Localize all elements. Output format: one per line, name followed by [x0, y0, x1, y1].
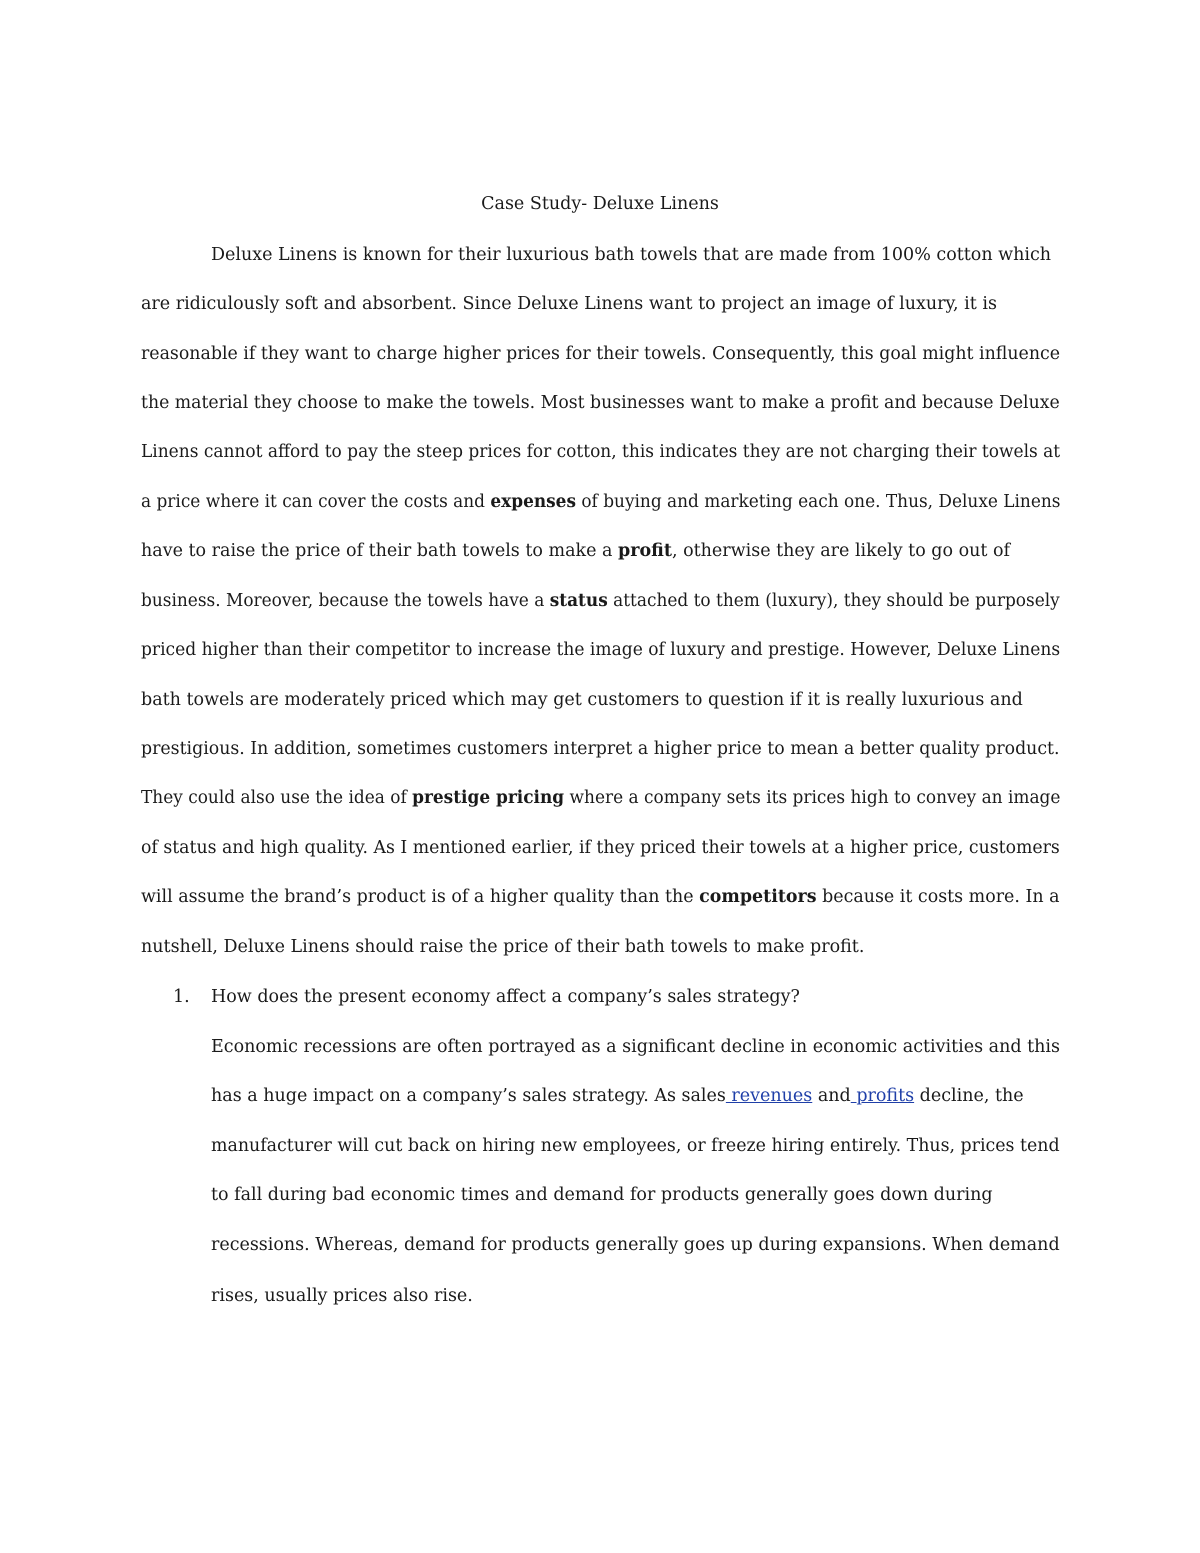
list-question: How does the present economy affect a company’s sales strategy? [211, 987, 800, 1007]
paragraph-line: bath towels are moderately priced which may get customers to question if it is really luxurious and [141, 690, 1023, 710]
paragraph-line: Deluxe Linens is known for their luxurious bath towels that are made from 100% cotton which [211, 245, 1052, 265]
revenues-link[interactable]: revenues [725, 1086, 813, 1106]
text-span: because it costs more. In a [816, 887, 1060, 907]
paragraph-line: prestigious. In addition, sometimes customers interpret a higher price to mean a better quality product. [141, 739, 1060, 759]
text-span: where a company sets its prices high to convey an image [564, 788, 1061, 808]
paragraph-line [141, 585, 1060, 617]
text-span: and [812, 1086, 851, 1106]
bold-term-expenses: expenses [490, 492, 576, 512]
text-span: a price where it can cover the costs and [141, 492, 491, 512]
answer-line [211, 1080, 1024, 1112]
paragraph-line: the material they choose to make the towels. Most businesses want to make a profit and because Deluxe [141, 393, 1060, 413]
paragraph-line [141, 486, 1060, 518]
paragraph-line: priced higher than their competitor to increase the image of luxury and prestige. However, Deluxe Linens [141, 640, 1061, 660]
answer-line: recessions. Whereas, demand for products generally goes up during expansions. When demand [211, 1235, 1060, 1255]
paragraph-line: of status and high quality. As I mentioned earlier, if they priced their towels at a higher price, customers [141, 838, 1060, 858]
paragraph-line: Linens cannot afford to pay the steep prices for cotton, this indicates they are not charging their towels at [141, 442, 1061, 462]
list-number: 1. [173, 987, 190, 1007]
text-span: have to raise the price of their bath towels to make a [141, 541, 619, 561]
paragraph-line [141, 881, 1060, 913]
text-span: , otherwise they are likely to go out of [671, 541, 1011, 561]
answer-line: rises, usually prices also rise. [211, 1286, 473, 1306]
text-span: attached to them (luxury), they should be purposely [607, 591, 1060, 611]
text-span: will assume the brand’s product is of a higher quality than the [141, 887, 700, 907]
document-title: Case Study- Deluxe Linens [481, 194, 719, 214]
text-span: decline, the [914, 1086, 1024, 1106]
bold-term-profit: profit [618, 541, 672, 561]
text-span: They could also use the idea of [141, 788, 413, 808]
answer-line: manufacturer will cut back on hiring new employees, or freeze hiring entirely. Thus, prices tend [211, 1136, 1060, 1156]
profits-link[interactable]: profits [850, 1086, 915, 1106]
text-span: has a huge impact on a company’s sales strategy. As sales [211, 1086, 726, 1106]
paragraph-line [141, 782, 1060, 814]
paragraph-line: nutshell, Deluxe Linens should raise the price of their bath towels to make profit. [141, 937, 865, 957]
answer-line: to fall during bad economic times and demand for products generally goes down during [211, 1185, 993, 1205]
bold-term-competitors: competitors [699, 887, 817, 907]
paragraph-line [141, 535, 1010, 567]
paragraph-line: are ridiculously soft and absorbent. Since Deluxe Linens want to project an image of luxury, it is [141, 294, 997, 314]
paragraph-line: reasonable if they want to charge higher prices for their towels. Consequently, this goal might influence [141, 344, 1061, 364]
answer-line: Economic recessions are often portrayed as a significant decline in economic activities and this [211, 1037, 1061, 1057]
bold-term-status: status [549, 591, 608, 611]
text-span: of buying and marketing each one. Thus, Deluxe Linens [575, 492, 1061, 512]
bold-term-prestige-pricing: prestige pricing [412, 788, 565, 808]
text-span: business. Moreover, because the towels have a [141, 591, 550, 611]
